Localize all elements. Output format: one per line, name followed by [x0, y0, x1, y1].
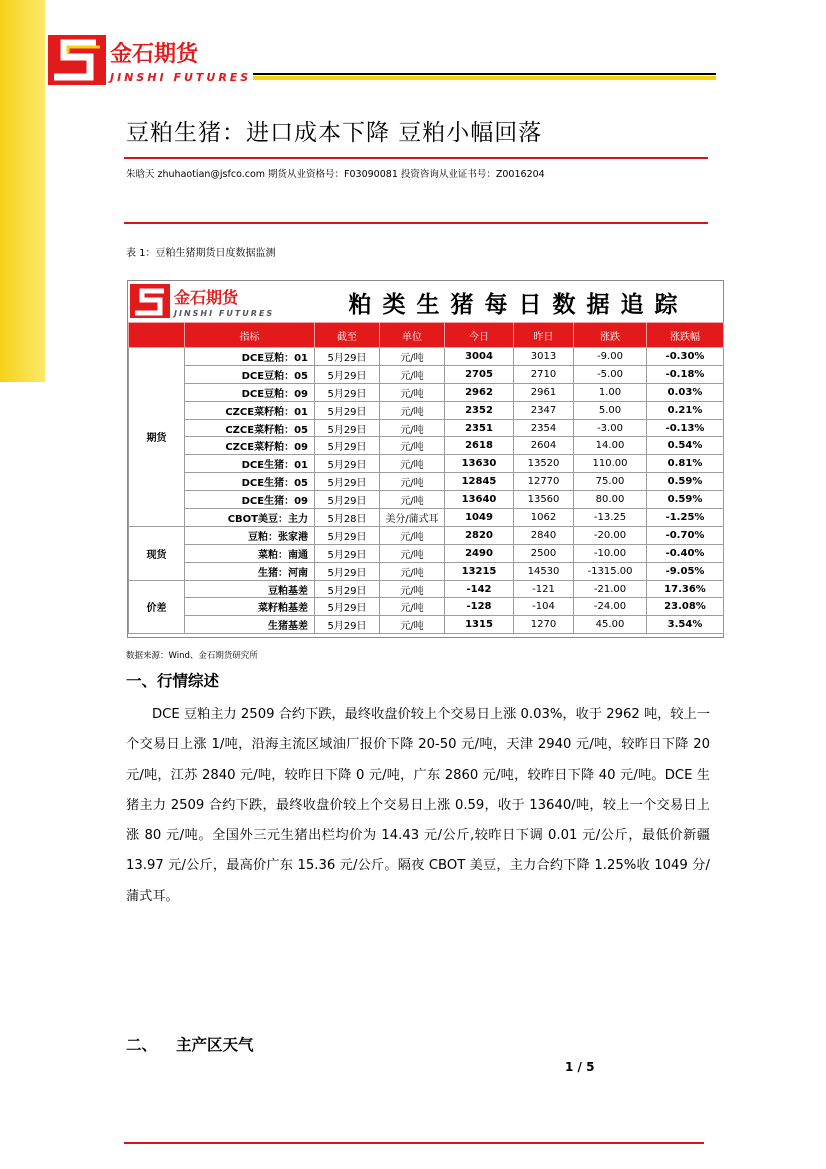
author-divider — [124, 222, 708, 224]
futures-data-table — [128, 322, 724, 634]
table-cell: 元/吨 — [380, 526, 445, 544]
table-cell: 豆粕：张家港 — [185, 526, 315, 544]
table-cell: 5月29日 — [315, 401, 380, 419]
section-number: 二、 — [126, 1036, 158, 1054]
table-cell: 5月29日 — [315, 419, 380, 437]
svg-text:JINSHI FUTURES: JINSHI FUTURES — [110, 71, 252, 84]
table-cell: 生猪：河南 — [185, 562, 315, 580]
table-cell: 3.54% — [647, 616, 724, 634]
table-cell: 元/吨 — [380, 616, 445, 634]
side-accent-bar — [0, 0, 45, 382]
table-cell: CZCE菜籽粕：01 — [185, 401, 315, 419]
table-cell: -13.25 — [574, 509, 647, 527]
table-cell: 5月29日 — [315, 491, 380, 509]
table-cell: 75.00 — [574, 473, 647, 491]
table-row — [129, 383, 724, 401]
table-cell: 菜籽粕基差 — [185, 598, 315, 616]
table-cell: -142 — [445, 580, 514, 598]
table-cell: 2352 — [445, 401, 514, 419]
group-label: 期货 — [129, 348, 185, 527]
table-cell: 5月29日 — [315, 437, 380, 455]
section-heading-weather — [126, 1033, 254, 1055]
table-cell: 5月28日 — [315, 509, 380, 527]
table-cell: 2490 — [445, 544, 514, 562]
table-cell: 5月29日 — [315, 598, 380, 616]
table-cell: 3013 — [514, 348, 574, 366]
table-row — [129, 401, 724, 419]
table-row — [129, 473, 724, 491]
table-cell: 2500 — [514, 544, 574, 562]
svg-text:金石期货: 金石期货 — [174, 288, 239, 307]
table-cell: -121 — [514, 580, 574, 598]
table-cell: -104 — [514, 598, 574, 616]
author-line: 朱晗天 zhuhaotian@jsfco.com 期货从业资格号：F03090081 投资咨询从业证书号：Z0016204 — [126, 169, 545, 180]
table-row — [129, 580, 724, 598]
table-row — [129, 365, 724, 383]
table-cell: 80.00 — [574, 491, 647, 509]
group-label: 价差 — [129, 580, 185, 634]
table-cell: 0.03% — [647, 383, 724, 401]
table-cell: -0.13% — [647, 419, 724, 437]
table-cell: -0.40% — [647, 544, 724, 562]
column-header: 截至 — [315, 323, 380, 348]
table-cell: 菜粕：南通 — [185, 544, 315, 562]
column-header: 指标 — [185, 323, 315, 348]
group-label: 现货 — [129, 526, 185, 580]
column-header: 昨日 — [514, 323, 574, 348]
table-cell: 0.21% — [647, 401, 724, 419]
table-cell: DCE生猪：09 — [185, 491, 315, 509]
table-cell: -9.05% — [647, 562, 724, 580]
section-heading-market-summary: 一、行情综述 — [126, 672, 220, 690]
table-cell: 14530 — [514, 562, 574, 580]
table-cell: -0.18% — [647, 365, 724, 383]
svg-text:金石期货: 金石期货 — [110, 42, 199, 67]
table-row — [129, 562, 724, 580]
table-cell: 元/吨 — [380, 562, 445, 580]
table-cell: -3.00 — [574, 419, 647, 437]
table-cell: 元/吨 — [380, 544, 445, 562]
table-cell: 元/吨 — [380, 491, 445, 509]
table-cell: 13215 — [445, 562, 514, 580]
table-cell: 元/吨 — [380, 383, 445, 401]
data-source-note: 数据来源：Wind、金石期货研究所 — [126, 651, 258, 661]
table-cell: 13630 — [445, 455, 514, 473]
table-cell: -0.30% — [647, 348, 724, 366]
table-cell: 5月29日 — [315, 365, 380, 383]
market-summary-paragraph — [126, 700, 710, 912]
table-cell: 1.00 — [574, 383, 647, 401]
table-cell: DCE生猪：01 — [185, 455, 315, 473]
table-cell: 生猪基差 — [185, 616, 315, 634]
table-cell: 12845 — [445, 473, 514, 491]
title-divider — [124, 157, 708, 159]
table-cell: 3004 — [445, 348, 514, 366]
table-cell: 1062 — [514, 509, 574, 527]
table-cell: 5月29日 — [315, 616, 380, 634]
table-cell: 元/吨 — [380, 437, 445, 455]
table-cell: 45.00 — [574, 616, 647, 634]
table-cell: -0.70% — [647, 526, 724, 544]
header-group-cell — [129, 323, 185, 348]
table-cell: CZCE菜籽粕：05 — [185, 419, 315, 437]
summary-text: DCE 豆粕主力 2509 合约下跌，最终收盘价较上个交易日上涨 0.03%，收于 2962 吨，较上一个交易日上涨 1/吨，沿海主流区域油厂报价下降 20-50 元/吨，天津 2940 元/吨，较昨日下降 20 元/吨，江苏 2840 元/吨，较昨日下降 0 元/吨，广东 2860 元/吨，较昨日下降 40 元/吨。DCE 生猪主力 2509 合约下跌，最终收盘价较上个交易日上涨 0.59，收于 13640/吨，较上一个交易日上涨 80 元/吨。全国外三元生猪出栏均价为 14.43 元/公斤,较昨日下调 0.01 元/公斤，最低价新疆 13.97 元/公斤，最高价广东 15.36 元/公斤。隔夜 CBOT 美豆，主力合约下降 1.25%收 1049 分/蒲式耳。 — [126, 707, 710, 904]
table-cell: 23.08% — [647, 598, 724, 616]
table-cell: 2705 — [445, 365, 514, 383]
table-cell: 0.59% — [647, 491, 724, 509]
table-caption: 表 1：豆粕生猪期货日度数据监测 — [126, 248, 276, 259]
table-cell: 5月29日 — [315, 580, 380, 598]
table-cell: DCE生猪：05 — [185, 473, 315, 491]
header-rule-yellow — [253, 76, 716, 80]
table-cell: -5.00 — [574, 365, 647, 383]
section-title: 主产区天气 — [176, 1036, 254, 1054]
table-cell: CBOT美豆：主力 — [185, 509, 315, 527]
table-cell: 1315 — [445, 616, 514, 634]
table-header-row — [129, 323, 724, 348]
table-cell: 元/吨 — [380, 348, 445, 366]
table-cell: 2347 — [514, 401, 574, 419]
table-cell: 2710 — [514, 365, 574, 383]
table-cell: 2354 — [514, 419, 574, 437]
table-row — [129, 491, 724, 509]
table-cell: 2820 — [445, 526, 514, 544]
table-row — [129, 509, 724, 527]
table-cell: 13560 — [514, 491, 574, 509]
table-cell: -20.00 — [574, 526, 647, 544]
table-cell: 5月29日 — [315, 562, 380, 580]
table-cell: 豆粕基差 — [185, 580, 315, 598]
table-cell: 元/吨 — [380, 401, 445, 419]
table-cell: 1270 — [514, 616, 574, 634]
table-cell: 13520 — [514, 455, 574, 473]
column-header: 涨跌 — [574, 323, 647, 348]
table-cell: 5月29日 — [315, 348, 380, 366]
table-cell: 13640 — [445, 491, 514, 509]
table-cell: -128 — [445, 598, 514, 616]
table-header-band — [128, 281, 723, 321]
table-row — [129, 419, 724, 437]
table-cell: 5月29日 — [315, 544, 380, 562]
company-logo — [46, 33, 253, 88]
table-cell: 0.81% — [647, 455, 724, 473]
table-cell: 2961 — [514, 383, 574, 401]
column-header: 涨跌幅 — [647, 323, 724, 348]
table-cell: 2604 — [514, 437, 574, 455]
table-cell: -10.00 — [574, 544, 647, 562]
table-cell: 元/吨 — [380, 580, 445, 598]
table-cell: 元/吨 — [380, 365, 445, 383]
table-cell: CZCE菜籽粕：09 — [185, 437, 315, 455]
table-cell: 5月29日 — [315, 526, 380, 544]
table-cell: -9.00 — [574, 348, 647, 366]
table-cell: 美分/蒲式耳 — [380, 509, 445, 527]
table-cell: -21.00 — [574, 580, 647, 598]
footer-divider — [124, 1142, 704, 1144]
table-cell: 元/吨 — [380, 598, 445, 616]
table-row — [129, 455, 724, 473]
report-title: 豆粕生猪：进口成本下降 豆粕小幅回落 — [126, 120, 543, 146]
page-number: 1 / 5 — [565, 1060, 595, 1074]
table-logo — [130, 284, 312, 320]
table-cell: DCE豆粕：01 — [185, 348, 315, 366]
table-cell: 元/吨 — [380, 419, 445, 437]
table-row — [129, 437, 724, 455]
table-row — [129, 348, 724, 366]
table-cell: -1.25% — [647, 509, 724, 527]
table-cell: 14.00 — [574, 437, 647, 455]
table-cell: 2962 — [445, 383, 514, 401]
table-cell: 5月29日 — [315, 455, 380, 473]
table-cell: 5.00 — [574, 401, 647, 419]
column-header: 单位 — [380, 323, 445, 348]
table-cell: 12770 — [514, 473, 574, 491]
table-cell: -1315.00 — [574, 562, 647, 580]
table-cell: DCE豆粕：05 — [185, 365, 315, 383]
table-cell: 2618 — [445, 437, 514, 455]
table-cell: 0.54% — [647, 437, 724, 455]
table-row — [129, 544, 724, 562]
table-row — [129, 598, 724, 616]
table-cell: 2351 — [445, 419, 514, 437]
table-cell: 2840 — [514, 526, 574, 544]
table-cell: 5月29日 — [315, 383, 380, 401]
table-cell: 17.36% — [647, 580, 724, 598]
table-cell: 元/吨 — [380, 455, 445, 473]
table-cell: DCE豆粕：09 — [185, 383, 315, 401]
table-cell: 1049 — [445, 509, 514, 527]
table-cell: -24.00 — [574, 598, 647, 616]
table-cell: 元/吨 — [380, 473, 445, 491]
table-title: 粕类生猪每日数据追踪 — [348, 291, 689, 318]
data-table-panel — [127, 280, 724, 638]
table-row — [129, 526, 724, 544]
svg-text:JINSHI FUTURES: JINSHI FUTURES — [174, 309, 275, 318]
column-header: 今日 — [445, 323, 514, 348]
header-rule-black — [253, 73, 716, 75]
table-cell: 5月29日 — [315, 473, 380, 491]
table-row — [129, 616, 724, 634]
table-cell: 0.59% — [647, 473, 724, 491]
table-cell: 110.00 — [574, 455, 647, 473]
